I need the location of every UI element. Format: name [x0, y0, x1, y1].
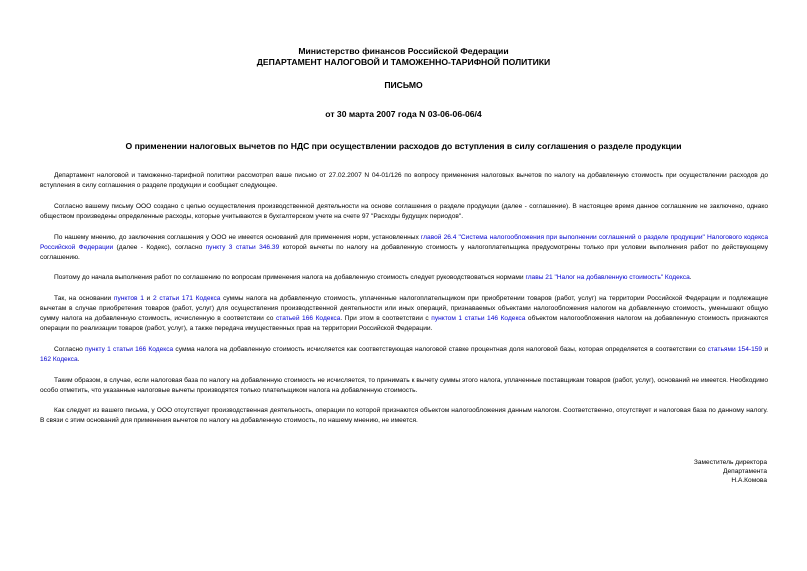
paragraph-2	[40, 202, 768, 222]
paragraph-3	[40, 233, 768, 263]
paragraph-text: объектом налогообложения налогом на добавленную стоимость признаются операции по реализации товаров (работ, услуг), а также передача имущественных прав на территории Российской Федерации.	[40, 315, 768, 332]
signature-title: Заместитель директора	[693, 459, 767, 466]
document-subject: О применении налоговых вычетов по НДС при осуществлении расходов до вступления в силу соглашения о разделе продукции	[125, 141, 682, 151]
link-article-146[interactable]: пунктом 1 статьи 146 Кодекса	[431, 315, 526, 322]
paragraph-text: сумма налога на добавленную стоимость исчисляется как соответствующая налоговой ставке процентная доля налоговой базы, которая определяется в соответствии со	[173, 346, 708, 353]
link-article-171[interactable]: 2 статьи 171 Кодекса	[152, 295, 221, 302]
paragraph-2-text: Согласно вашему письму ООО создано с целью осуществления производственной деятельности на основе соглашения о разделе продукции (далее - соглашение). В настоящее время данное соглашение не заключено, однако обществом произведены определенные расходы, которые учитываются в бухгалтерском учете на счете 97 "Расходы будущих периодов".	[40, 203, 768, 220]
paragraph-4	[40, 273, 768, 283]
signature-block	[694, 458, 767, 485]
paragraph-7	[40, 376, 768, 396]
signature-department: Департамента	[723, 468, 767, 475]
paragraph-text: Так, на основании	[54, 295, 114, 302]
paragraph-text: .	[77, 356, 80, 363]
document-type: ПИСЬМО	[384, 80, 423, 90]
paragraph-text: Поэтому до начала выполнения работ по соглашению по вопросам применения налога на добавленную стоимость следует руководствоваться нормами	[54, 274, 526, 281]
link-chapter-21[interactable]: главы 21 "Налог на добавленную стоимость" Кодекса	[525, 274, 690, 281]
ministry-title: Министерство финансов Российской Федерации	[298, 46, 509, 56]
link-chapter-26-4[interactable]: главой 26.4 "Система налогообложения при выполнении соглашений о разделе продукции" Налогового кодекса Российской Федерации	[40, 234, 768, 251]
link-item-1[interactable]: пунктов 1	[113, 295, 144, 302]
link-article-166-item-1[interactable]: пункту 1 статьи 166 Кодекса	[85, 346, 174, 353]
paragraph-8-text: Как следует из вашего письма, у ООО отсутствует производственная деятельность, операции по которой признаются объектом налогообложения данным налогом. Соответственно, отсутствует и налоговая база по данному налогу. В связи с этим оснований для применения вычетов по налогу на добавленную стоимость, по нашему мнению, не имеется.	[40, 407, 768, 424]
paragraph-text: Согласно	[54, 346, 86, 353]
paragraph-6	[40, 345, 768, 365]
paragraph-text: (далее - Кодекс), согласно	[113, 244, 206, 251]
link-articles-154-159[interactable]: статьями 154-159	[707, 346, 763, 353]
paragraph-text: .	[689, 274, 692, 281]
link-article-162[interactable]: 162 Кодекса	[40, 356, 78, 363]
paragraph-text: суммы налога на добавленную стоимость, уплаченные налогоплательщиком при приобретении товаров (работ, услуг) на территории Российской Федерации и подлежащие вычетам в случае приобретения товаров (работ, услуг) для осуществления производственной деятельности или иных операций, признаваемых объектами налогообложения налогом на добавленную стоимость, уменьшают общую сумму налога на добавленную стоимость, исчисленную в соответствии со	[40, 295, 768, 322]
paragraph-1-text: Департамент налоговой и таможенно-тарифной политики рассмотрел ваше письмо от 27.02.2007 N 04-01/126 по вопросу применения налоговых вычетов по налогу на добавленную стоимость при осуществлении расходов до вступления в силу соглашения о разделе продукции и сообщает следующее.	[40, 172, 768, 189]
paragraph-7-text: Таким образом, в случае, если налоговая база по налогу на добавленную стоимость не исчисляется, то принимать к вычету суммы этого налога, уплаченные поставщикам товаров (работ, услуг), оснований не имеется. Необходимо особо отметить, что указанные налоговые вычеты производятся только плательщиком налога на добавленную стоимость.	[40, 377, 768, 394]
paragraph-8	[40, 406, 768, 426]
link-article-166[interactable]: статьей 166 Кодекса	[275, 315, 341, 322]
department-title: ДЕПАРТАМЕНТ НАЛОГОВОЙ И ТАМОЖЕННО-ТАРИФНОЙ ПОЛИТИКИ	[256, 57, 551, 67]
paragraph-text: и	[762, 346, 769, 353]
paragraph-text: . При этом в соответствии с	[340, 315, 432, 322]
paragraph-1	[40, 171, 768, 191]
paragraph-text: По нашему мнению, до заключения соглашения у ООО не имеется оснований для применения норм, установленных	[54, 234, 421, 241]
link-article-346-39[interactable]: пункту 3 статьи 346.39	[205, 244, 280, 251]
signature-name: Н.А.Комова	[731, 477, 767, 484]
paragraph-5	[40, 294, 768, 334]
paragraph-text: и	[143, 295, 153, 302]
document-date-number: от 30 марта 2007 года N 03-06-06-06/4	[325, 109, 482, 119]
paragraph-text: которой вычеты по налогу на добавленную стоимость у налогоплательщика предусмотрены только при условии выполнения работ по действующему соглашению.	[40, 244, 769, 261]
